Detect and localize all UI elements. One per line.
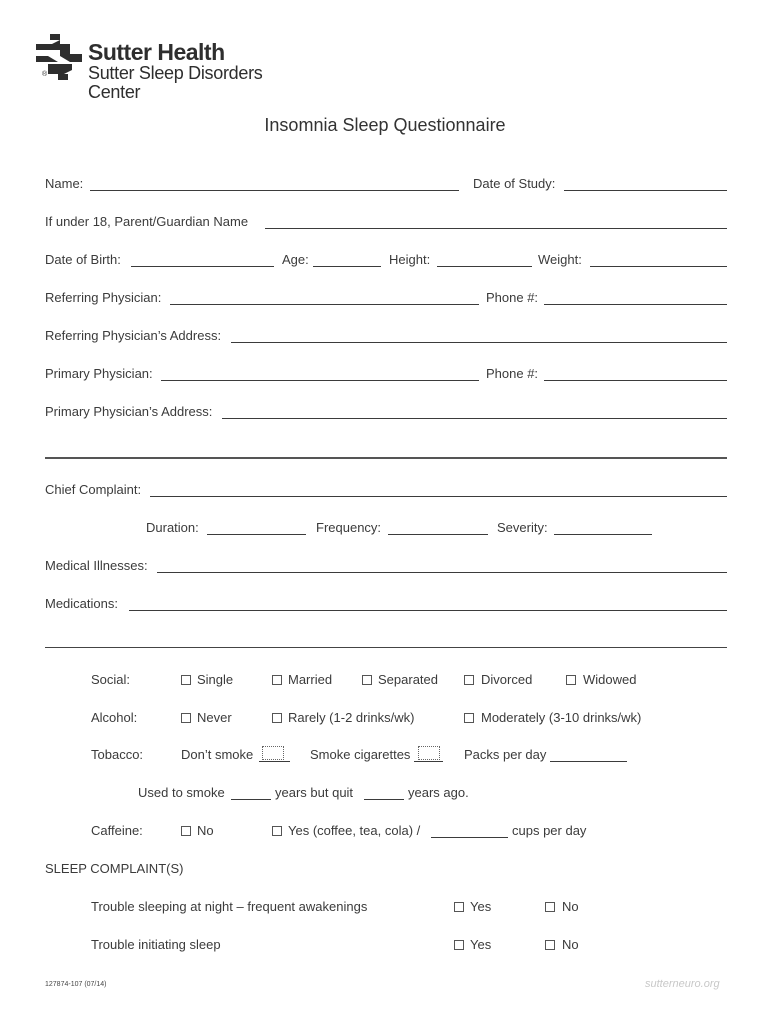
sleep-question-initiating: Trouble initiating sleep <box>91 937 221 952</box>
medical-illnesses-field[interactable] <box>157 572 727 573</box>
social-widowed-label: Widowed <box>583 672 637 687</box>
smoke-cigarettes-label: Smoke cigarettes <box>310 747 411 762</box>
severity-field[interactable] <box>554 534 652 535</box>
primary-phone-field[interactable] <box>544 380 727 381</box>
age-field[interactable] <box>313 266 381 267</box>
caffeine-yes-label: Yes (coffee, tea, cola) / <box>288 823 421 838</box>
years-since-quit-field[interactable] <box>364 799 404 800</box>
referring-physician-field[interactable] <box>170 304 479 305</box>
duration-label: Duration: <box>146 520 199 535</box>
height-label: Height: <box>389 252 431 267</box>
sleep-complaints-heading: SLEEP COMPLAINT(S) <box>45 861 184 876</box>
dont-smoke-label: Don’t smoke <box>181 747 254 762</box>
chief-complaint-label: Chief Complaint: <box>45 482 142 497</box>
awakenings-yes-checkbox[interactable] <box>454 902 464 912</box>
dont-smoke-checkbox[interactable] <box>262 746 284 760</box>
name-label: Name: <box>45 176 84 191</box>
medications-label: Medications: <box>45 596 118 611</box>
cups-per-day-field[interactable] <box>431 837 508 838</box>
initiating-yes-checkbox[interactable] <box>454 940 464 950</box>
dob-field[interactable] <box>131 266 274 267</box>
awakenings-no-checkbox[interactable] <box>545 902 555 912</box>
social-separated-label: Separated <box>378 672 438 687</box>
alcohol-moderately-label: Moderately (3-10 drinks/wk) <box>481 710 642 725</box>
initiating-no-checkbox[interactable] <box>545 940 555 950</box>
years-but-quit-label: years but quit <box>275 785 354 800</box>
packs-per-day-field[interactable] <box>550 761 627 762</box>
social-single-checkbox[interactable] <box>181 675 191 685</box>
chief-complaint-field[interactable] <box>150 496 727 497</box>
social-label: Social: <box>91 672 131 687</box>
years-smoked-field[interactable] <box>231 799 271 800</box>
dob-label: Date of Birth: <box>45 252 121 267</box>
weight-field[interactable] <box>590 266 727 267</box>
medical-illnesses-label: Medical Illnesses: <box>45 558 148 573</box>
department-line-2: Center <box>88 82 141 102</box>
years-ago-label: years ago. <box>408 785 469 800</box>
name-field[interactable] <box>90 190 459 191</box>
guardian-label: If under 18, Parent/Guardian Name <box>45 214 249 229</box>
age-label: Age: <box>282 252 309 267</box>
referring-address-field[interactable] <box>231 342 727 343</box>
medications-continuation-line[interactable] <box>45 647 727 648</box>
page-title: Insomnia Sleep Questionnaire <box>264 115 506 135</box>
height-field[interactable] <box>437 266 532 267</box>
duration-field[interactable] <box>207 534 306 535</box>
alcohol-moderately-checkbox[interactable] <box>464 713 474 723</box>
initiating-no-label: No <box>562 937 579 952</box>
referring-address-label: Referring Physician’s Address: <box>45 328 222 343</box>
awakenings-yes-label: Yes <box>470 899 492 914</box>
smoke-cigarettes-underline <box>414 761 443 762</box>
caffeine-label: Caffeine: <box>91 823 143 838</box>
caffeine-no-label: No <box>197 823 214 838</box>
social-married-checkbox[interactable] <box>272 675 282 685</box>
primary-phone-label: Phone #: <box>486 366 539 381</box>
referring-phone-label: Phone #: <box>486 290 539 305</box>
form-code: 127874-107 (07/14) <box>45 981 107 988</box>
packs-per-day-label: Packs per day <box>464 747 547 762</box>
referring-physician-label: Referring Physician: <box>45 290 162 305</box>
awakenings-no-label: No <box>562 899 579 914</box>
referring-phone-field[interactable] <box>544 304 727 305</box>
alcohol-never-label: Never <box>197 710 232 725</box>
used-to-smoke-label: Used to smoke <box>138 785 225 800</box>
social-married-label: Married <box>288 672 333 687</box>
social-separated-checkbox[interactable] <box>362 675 372 685</box>
primary-address-label: Primary Physician’s Address: <box>45 404 213 419</box>
social-divorced-checkbox[interactable] <box>464 675 474 685</box>
alcohol-never-checkbox[interactable] <box>181 713 191 723</box>
caffeine-no-checkbox[interactable] <box>181 826 191 836</box>
department-line-1: Sutter Sleep Disorders <box>88 63 263 83</box>
primary-physician-label: Primary Physician: <box>45 366 153 381</box>
date-of-study-label: Date of Study: <box>473 176 556 191</box>
social-widowed-checkbox[interactable] <box>566 675 576 685</box>
severity-label: Severity: <box>497 520 548 535</box>
alcohol-label: Alcohol: <box>91 710 138 725</box>
department-name <box>88 64 262 102</box>
frequency-field[interactable] <box>388 534 488 535</box>
sleep-question-awakenings: Trouble sleeping at night – frequent awakenings <box>91 899 368 914</box>
registered-mark: ® <box>42 71 48 78</box>
frequency-label: Frequency: <box>316 520 382 535</box>
cups-per-day-label: cups per day <box>512 823 587 838</box>
caffeine-yes-checkbox[interactable] <box>272 826 282 836</box>
primary-physician-field[interactable] <box>161 380 479 381</box>
social-divorced-label: Divorced <box>481 672 533 687</box>
guardian-field[interactable] <box>265 228 727 229</box>
medications-field[interactable] <box>129 610 727 611</box>
alcohol-rarely-label: Rarely (1-2 drinks/wk) <box>288 710 415 725</box>
footer-url: sutterneuro.org <box>645 978 720 990</box>
dont-smoke-underline <box>259 761 290 762</box>
social-single-label: Single <box>197 672 234 687</box>
primary-address-field[interactable] <box>222 418 727 419</box>
weight-label: Weight: <box>538 252 582 267</box>
smoke-cigarettes-checkbox[interactable] <box>418 746 440 760</box>
alcohol-rarely-checkbox[interactable] <box>272 713 282 723</box>
initiating-yes-label: Yes <box>470 937 492 952</box>
brand-name: Sutter Health <box>88 39 225 65</box>
section-divider <box>45 457 727 459</box>
tobacco-label: Tobacco: <box>91 747 144 762</box>
date-of-study-field[interactable] <box>564 190 727 191</box>
